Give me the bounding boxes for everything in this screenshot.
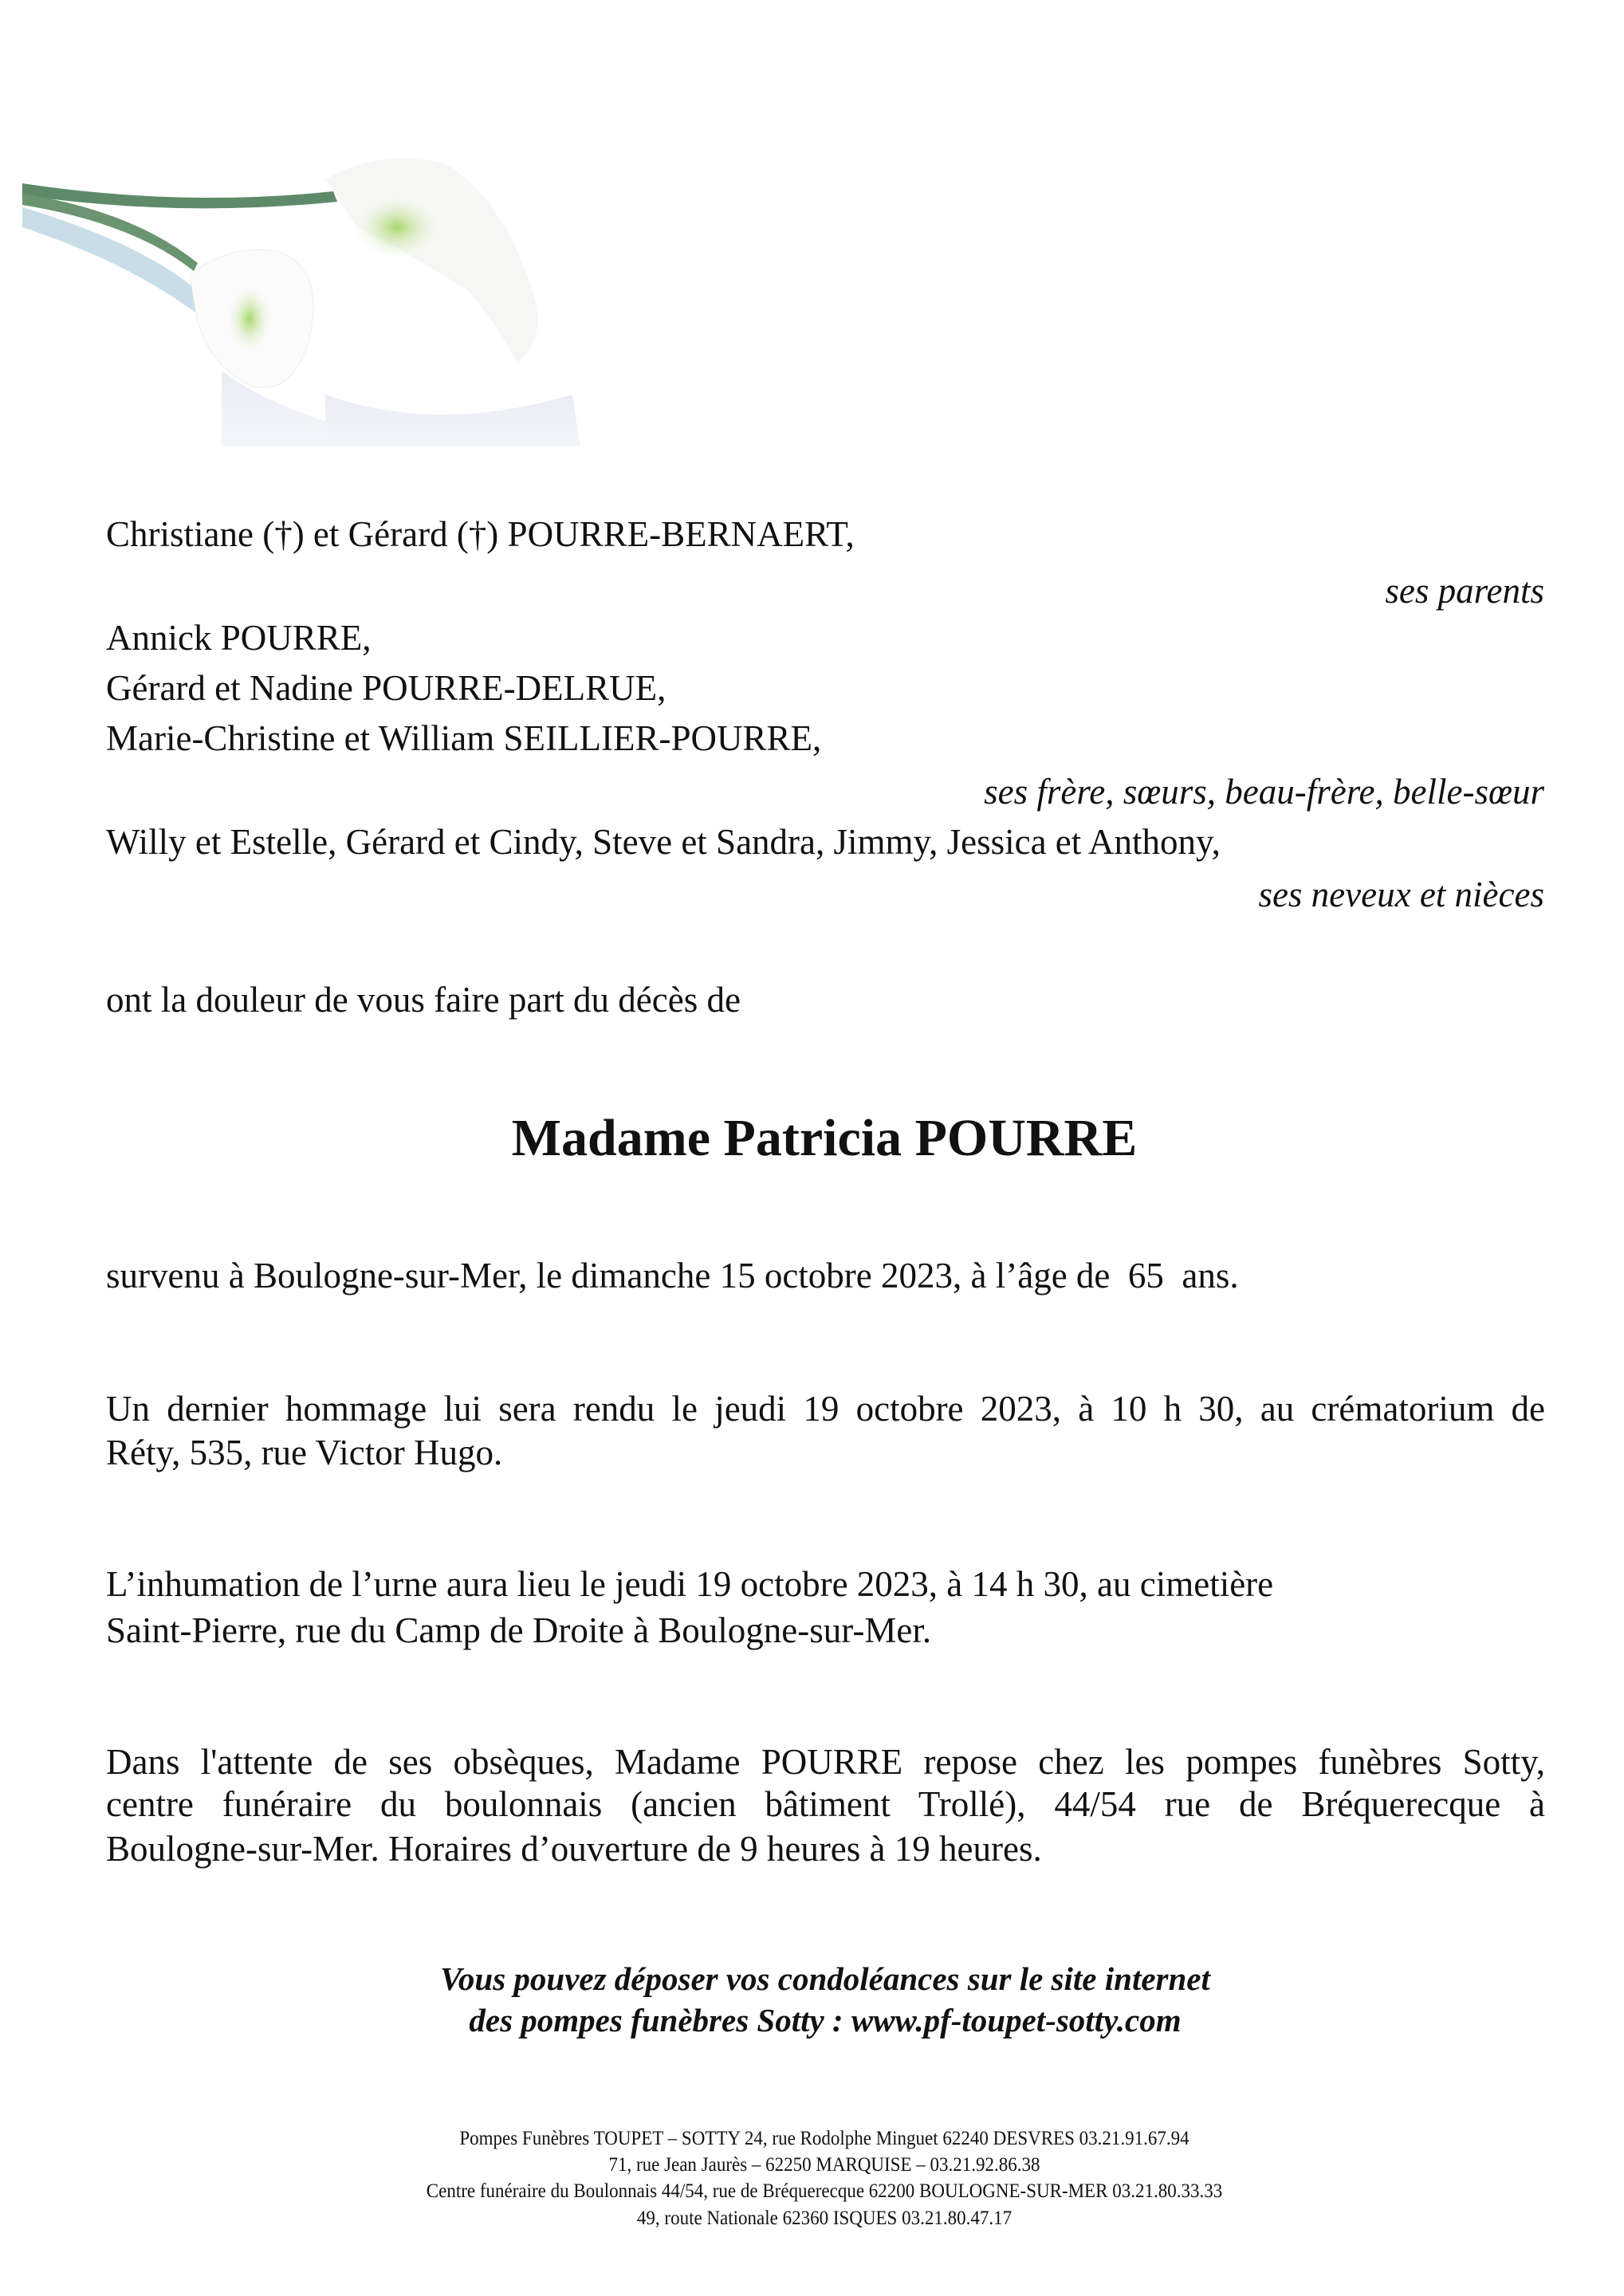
footer-line: 49, route Nationale 62360 ISQUES 03.21.80.47.17 — [636, 2208, 1013, 2229]
parents-line: Christiane (†) et Gérard (†) POURRE-BERNAERT, — [106, 514, 855, 554]
footer-line: Centre funéraire du Boulonnais 44/54, rue de Bréquerecque 62200 BOULOGNE-SUR-MER 03.21.80.33.33 — [426, 2180, 1223, 2202]
rest-line: Dans l'attente de ses obsèques, Madame POURRE repose chez les pompes funèbres Sotty, — [106, 1742, 1545, 1782]
announcement: ont la douleur de vous faire part du décès de — [106, 980, 741, 1020]
sibling-line: Annick POURRE, — [106, 618, 372, 658]
parents-role: ses parents — [1385, 571, 1544, 611]
sibling-line: Gérard et Nadine POURRE-DELRUE, — [106, 668, 667, 708]
sibling-line: Marie-Christine et William SEILLIER-POURRE, — [106, 718, 822, 758]
tribute-line: Un dernier hommage lui sera rendu le jeudi 19 octobre 2023, à 10 h 30, au crématorium de — [106, 1389, 1545, 1429]
nephews-role: ses neveux et nièces — [1258, 875, 1544, 914]
condolences-line: Vous pouvez déposer vos condoléances sur le site internet — [440, 1960, 1210, 1997]
footer-line: 71, rue Jean Jaurès – 62250 MARQUISE – 03.21.92.86.38 — [608, 2154, 1040, 2176]
footer-line: Pompes Funèbres TOUPET – SOTTY 24, rue Rodolphe Minguet 62240 DESVRES 03.21.91.67.94 — [459, 2128, 1189, 2149]
burial-line: L’inhumation de l’urne aura lieu le jeudi 19 octobre 2023, à 14 h 30, au cimetière — [106, 1564, 1274, 1604]
calla-lily-image — [22, 132, 620, 446]
rest-line: Boulogne-sur-Mer. Horaires d’ouverture de 9 heures à 19 heures. — [106, 1829, 1042, 1869]
tribute-line: Réty, 535, rue Victor Hugo. — [106, 1433, 503, 1472]
burial-line: Saint-Pierre, rue du Camp de Droite à Boulogne-sur-Mer. — [106, 1610, 932, 1650]
siblings-role: ses frère, sœurs, beau-frère, belle-sœur — [984, 772, 1544, 812]
rest-line: centre funéraire du boulonnais (ancien bâtiment Trollé), 44/54 rue de Bréquerecque à — [106, 1784, 1545, 1824]
condolences-website: des pompes funèbres Sotty : www.pf-toupet-sotty.com — [469, 2002, 1182, 2038]
deceased-name: Madame Patricia POURRE — [511, 1109, 1138, 1167]
death-info: survenu à Boulogne-sur-Mer, le dimanche 15 octobre 2023, à l’âge de 65 ans. — [106, 1256, 1239, 1295]
nephews-line: Willy et Estelle, Gérard et Cindy, Steve et Sandra, Jimmy, Jessica et Anthony, — [106, 822, 1221, 862]
